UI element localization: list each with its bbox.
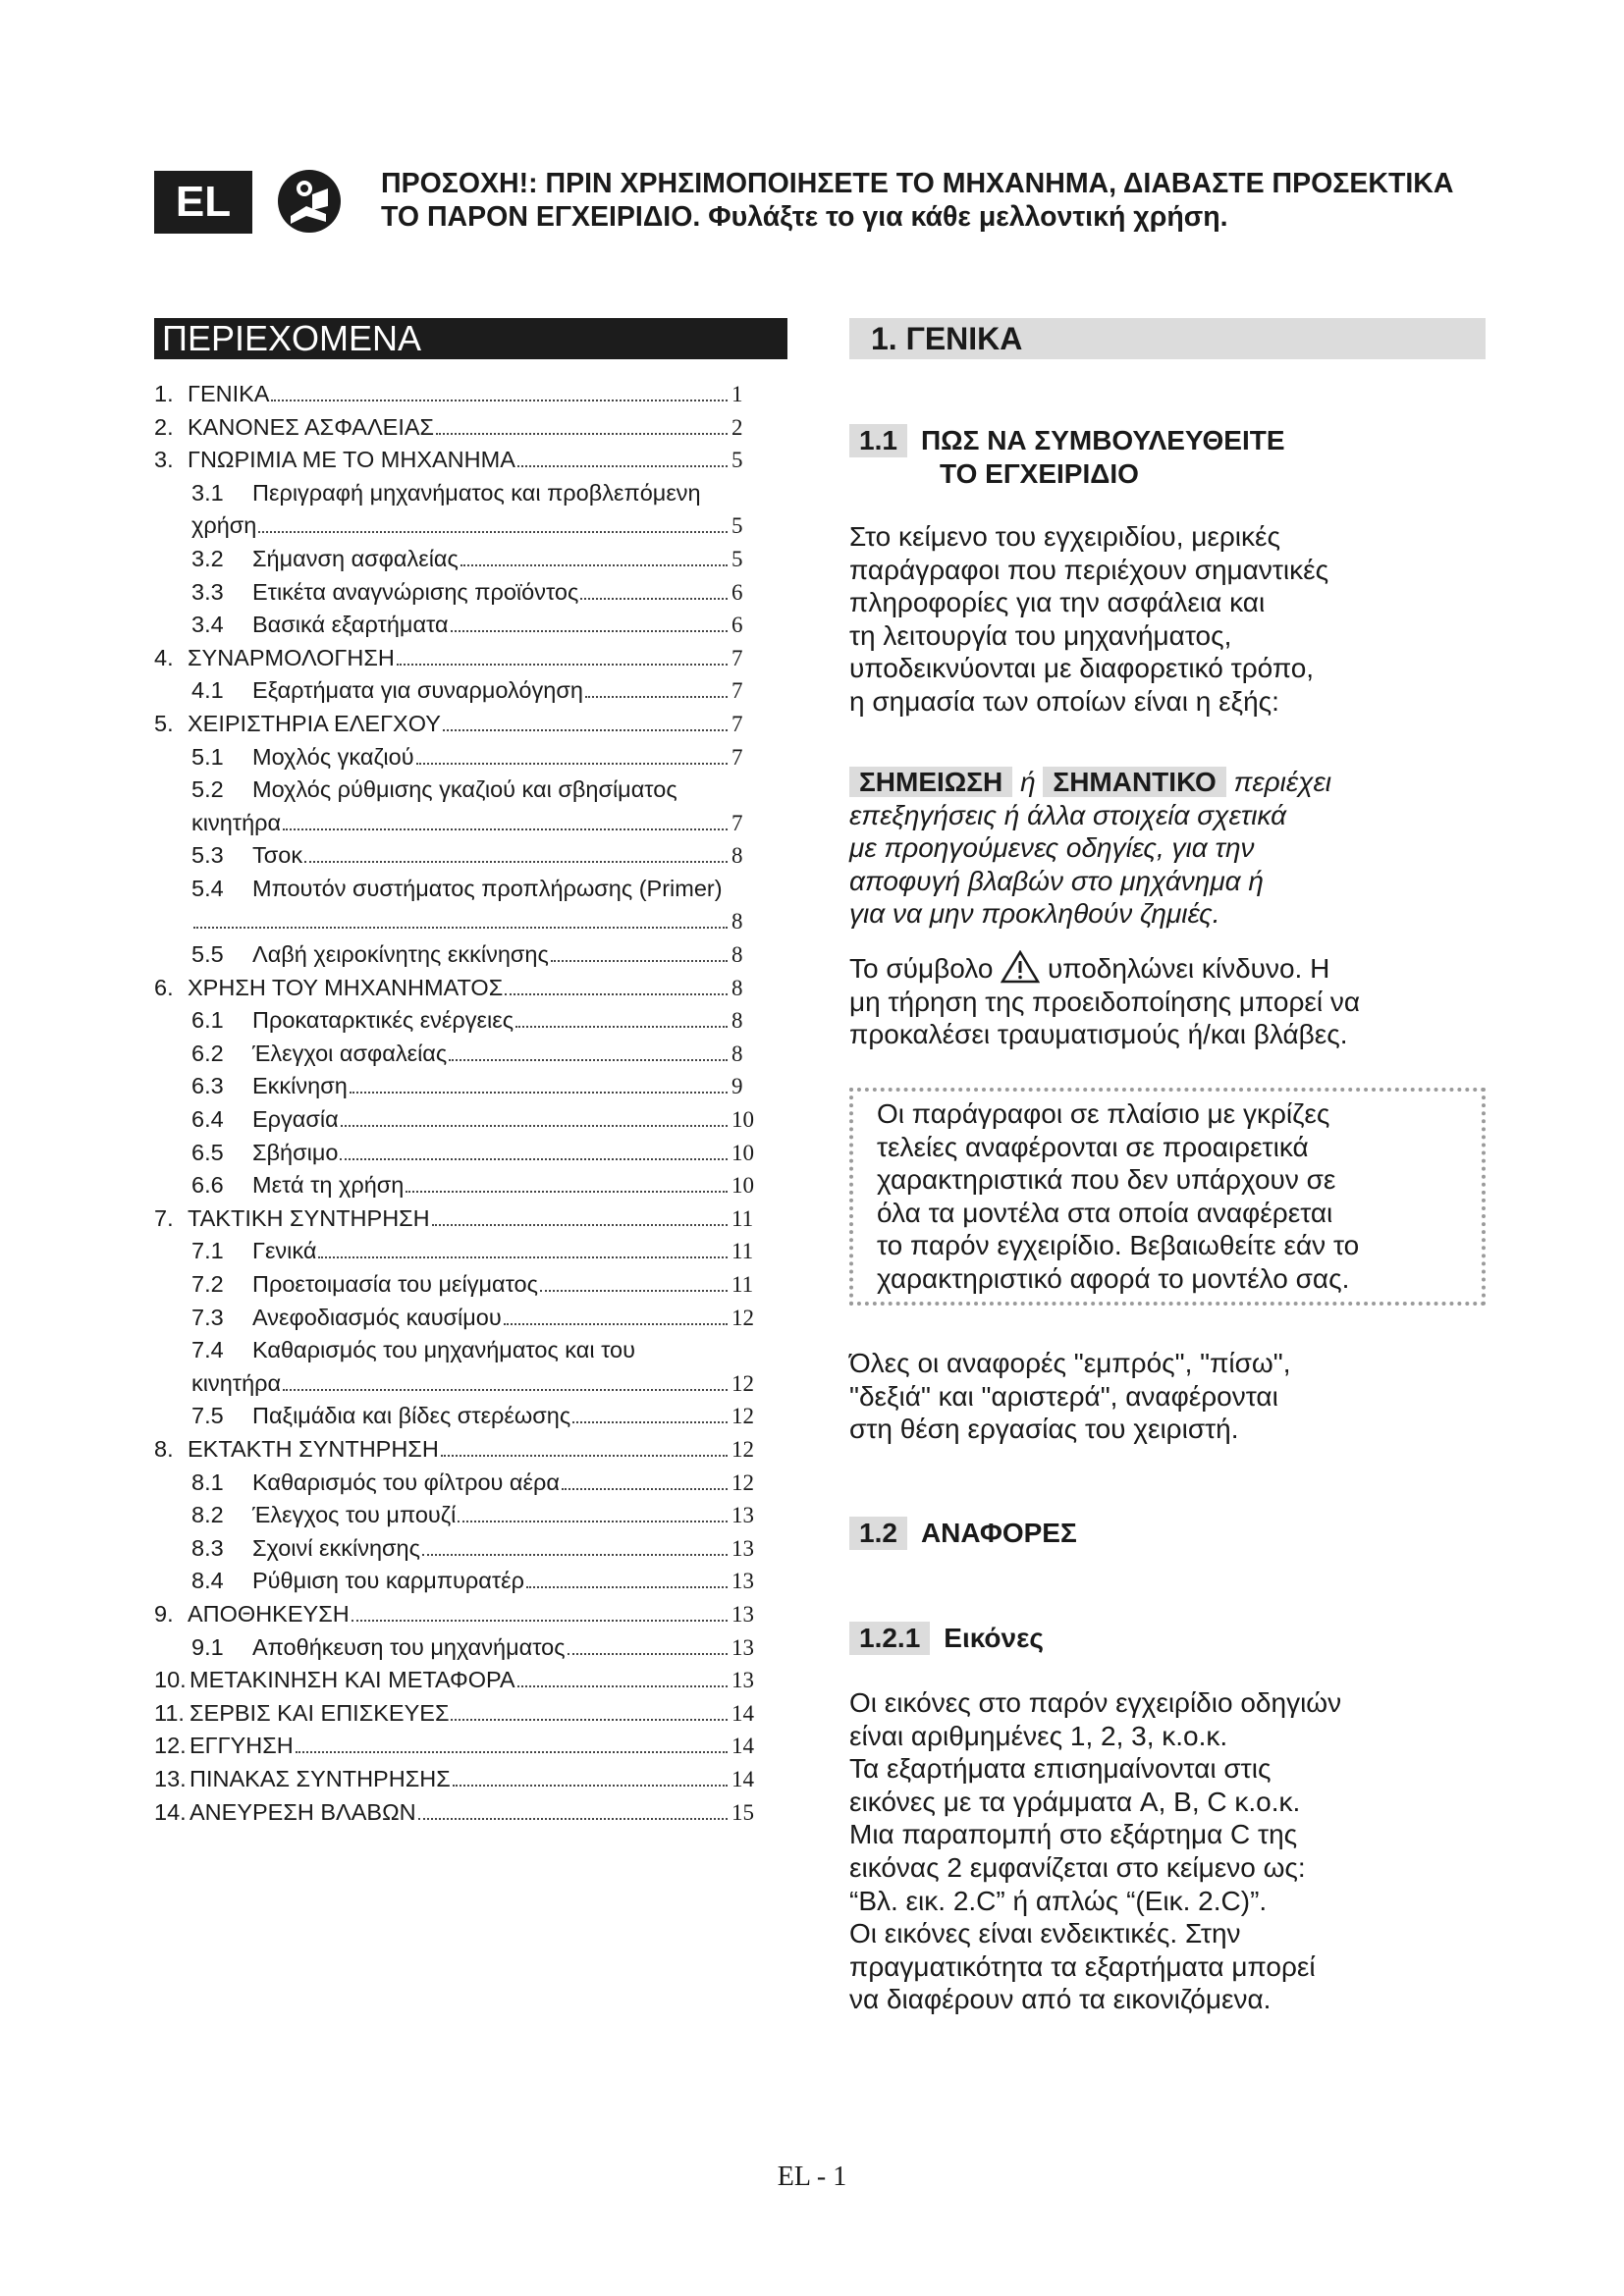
- toc-item-number: 13.: [154, 1765, 187, 1791]
- toc-item-page: 12: [731, 1437, 754, 1462]
- toc-leader-dots: [460, 564, 728, 566]
- toc-leader-dots: [585, 696, 728, 698]
- toc-item-label: ΧΡΗΣΗ ΤΟΥ ΜΗΧΑΝΗΜΑΤΟΣ: [188, 974, 504, 1000]
- toc-leader-dots: [505, 993, 728, 995]
- toc-leader-dots: [504, 1323, 728, 1325]
- toc-item-number: 6.1: [191, 1007, 224, 1034]
- toc-item-page: 6: [731, 613, 743, 638]
- toc-item-label: Μοχλός ρύθμισης γκαζιού και σβησίματος: [252, 776, 677, 803]
- toc-item[interactable]: [154, 1766, 771, 1799]
- section-1-2-1-heading: [849, 1622, 1044, 1655]
- toc-item-number: 3.2: [191, 545, 224, 571]
- toc-item-page: 11: [731, 1272, 754, 1298]
- toc-item[interactable]: [154, 1667, 771, 1700]
- toc-leader-dots: [451, 1719, 728, 1721]
- toc-item[interactable]: [154, 1535, 771, 1569]
- toc-item[interactable]: [154, 480, 771, 513]
- text-line: με προηγούμενες οδηγίες, για την: [849, 832, 1255, 864]
- toc-leader-dots: [406, 1191, 728, 1193]
- toc-leader-dots: [432, 1224, 728, 1226]
- toc-leader-dots: [551, 960, 728, 962]
- toc-item-number: 4.: [154, 644, 174, 670]
- toc-item-number: 3.1: [191, 479, 224, 506]
- toc-item-label: Μετά τη χρήση: [252, 1172, 405, 1199]
- toc-item[interactable]: [154, 1469, 771, 1503]
- toc-item[interactable]: [154, 612, 771, 645]
- text-line: τη λειτουργία του μηχανήματος,: [849, 619, 1232, 651]
- toc-item-label: Ρύθμιση του καρμπυρατέρ: [252, 1568, 524, 1594]
- toc-item-number: 8.1: [191, 1468, 224, 1495]
- warning-line-2: ΤΟ ΠΑΡΟΝ ΕΓΧΕΙΡΙΔΙΟ. Φυλάξτε το για κάθε μελλοντική χρήση.: [381, 201, 1228, 233]
- toc-item-number: 12.: [154, 1733, 187, 1759]
- toc-leader-dots: [580, 598, 728, 600]
- read-manual-icon: [277, 167, 342, 236]
- toc-item[interactable]: [154, 645, 771, 678]
- toc-item-label: ΜΕΤΑΚΙΝΗΣΗ ΚΑΙ ΜΕΤΑΦΟΡΑ: [189, 1667, 515, 1693]
- toc-item[interactable]: [154, 1205, 771, 1239]
- toc-item-label: ΧΕΙΡΙΣΤΗΡΙΑ ΕΛΕΓΧΟΥ: [188, 710, 441, 736]
- toc-item-number: 5.2: [191, 776, 224, 803]
- toc-item-label: Σήμανση ασφαλείας: [252, 545, 459, 571]
- toc-item-number: 10.: [154, 1667, 187, 1693]
- toc-item-page: 10: [731, 1140, 754, 1165]
- text-line: προκαλέσει τραυματισμούς ή/και βλάβες.: [849, 1019, 1348, 1050]
- toc-item[interactable]: [154, 1106, 771, 1140]
- toc-title: ΠΕΡΙΕΧΟΜΕΝΑ: [154, 318, 787, 359]
- section-title: Εικόνες: [944, 1623, 1044, 1653]
- toc-item-number: 4.1: [191, 677, 224, 704]
- toc-item-page: 9: [731, 1074, 743, 1099]
- toc-item-label-cont: κινητήρα: [191, 809, 282, 835]
- table-of-contents: [154, 381, 771, 1832]
- toc-item[interactable]: [154, 579, 771, 613]
- toc-item-page: 15: [731, 1799, 754, 1825]
- references-paragraph: [849, 1347, 1488, 1446]
- optional-features-box: [849, 1088, 1486, 1306]
- toc-item-page: 8: [731, 1008, 743, 1034]
- toc-item-number: 6.3: [191, 1073, 224, 1099]
- toc-leader-dots: [397, 664, 728, 666]
- toc-item-page: 12: [731, 1370, 754, 1396]
- toc-item-number: 11.: [154, 1699, 185, 1726]
- toc-item-label: Ετικέτα αναγνώρισης προϊόντος: [252, 578, 579, 605]
- toc-leader-dots: [517, 465, 728, 467]
- toc-item-label: ΕΓΓΥΗΣΗ: [189, 1733, 294, 1759]
- toc-item-label: Τσοκ: [252, 842, 303, 869]
- toc-item-label: ΤΑΚΤΙΚΗ ΣΥΝΤΗΡΗΣΗ: [188, 1204, 430, 1231]
- toc-item-number: 3.3: [191, 578, 224, 605]
- toc-item[interactable]: [154, 776, 771, 810]
- toc-item-label: Εξαρτήματα για συναρμολόγηση: [252, 677, 583, 704]
- toc-leader-dots: [352, 1620, 728, 1622]
- toc-item-number: 6.5: [191, 1139, 224, 1165]
- toc-item-label: Σβήσιμο: [252, 1139, 339, 1165]
- toc-item-number: 6.4: [191, 1106, 224, 1133]
- text-line: Στο κείμενο του εγχειριδίου, μερικές: [849, 521, 1281, 552]
- text-line: η σημασία των οποίων είναι η εξής:: [849, 685, 1279, 717]
- toc-item[interactable]: [154, 1799, 771, 1833]
- text-line: Όλες οι αναφορές "εμπρός", "πίσω",: [849, 1348, 1291, 1378]
- toc-item-label: Περιγραφή μηχανήματος και προβλεπόμενη: [252, 479, 701, 506]
- toc-item-page: 13: [731, 1634, 754, 1660]
- toc-item-label: Εκκίνηση: [252, 1073, 348, 1099]
- note-label: ΣΗΜΕΙΩΣΗ: [849, 767, 1012, 797]
- toc-item-label: Μοχλός γκαζιού: [252, 743, 414, 770]
- toc-item-label: Προετοιμασία του μείγματος: [252, 1271, 538, 1298]
- toc-item[interactable]: [154, 1733, 771, 1766]
- note-paragraph: [849, 766, 1488, 931]
- toc-item-continuation[interactable]: [154, 1370, 771, 1404]
- toc-leader-dots: [418, 1818, 728, 1820]
- toc-leader-dots: [540, 1290, 728, 1292]
- important-label: ΣΗΜΑΝΤΙΚΟ: [1043, 767, 1225, 797]
- text-line: υποδεικνύονται με διαφορετικό τρόπο,: [849, 653, 1315, 684]
- section-title: ΑΝΑΦΟΡΕΣ: [920, 1518, 1077, 1548]
- symbol-after: υποδηλώνει κίνδυνο. Η: [1047, 953, 1330, 984]
- toc-leader-dots: [318, 1256, 728, 1258]
- toc-item-label: Αποθήκευση του μηχανήματος: [252, 1633, 566, 1660]
- toc-leader-dots: [341, 1125, 728, 1127]
- safety-warning: [381, 167, 1520, 234]
- toc-item-page: 7: [731, 645, 743, 670]
- toc-item-label: Έλεγχος του μπουζί: [252, 1502, 457, 1528]
- toc-item-number: 3.4: [191, 612, 224, 638]
- toc-item[interactable]: [154, 1337, 771, 1370]
- toc-item-label: Μπουτόν συστήματος προπλήρωσης (Primer): [252, 875, 723, 901]
- toc-item-number: 7.5: [191, 1403, 224, 1429]
- text-line: Τα εξαρτήματα επισημαίνονται στις: [849, 1753, 1272, 1785]
- toc-leader-dots: [304, 861, 728, 863]
- toc-item-label: Βασικά εξαρτήματα: [252, 612, 449, 638]
- text-line: Μια παραπομπή στο εξάρτημα C της: [849, 1819, 1298, 1850]
- toc-item-page: 13: [731, 1503, 754, 1528]
- toc-item-number: 5.5: [191, 941, 224, 968]
- intro-paragraph: [849, 520, 1488, 719]
- toc-leader-dots: [436, 433, 728, 435]
- text-line: είναι αριθμημένες 1, 2, 3, κ.ο.κ.: [849, 1720, 1228, 1751]
- toc-item-page: 10: [731, 1173, 754, 1199]
- symbol-before: Το σύμβολο: [849, 953, 994, 984]
- toc-leader-dots: [526, 1586, 728, 1588]
- toc-leader-dots: [258, 531, 728, 533]
- text-line: μη τήρηση της προειδοποίησης μπορεί να: [849, 986, 1361, 1017]
- toc-leader-dots: [443, 729, 728, 731]
- text-line: τελείες αναφέρονται σε προαιρετικά: [877, 1131, 1309, 1162]
- toc-item-page: 13: [731, 1535, 754, 1561]
- toc-item-label-cont: κινητήρα: [191, 1369, 282, 1396]
- toc-leader-dots: [193, 927, 728, 929]
- toc-item-page: 13: [731, 1601, 754, 1627]
- toc-item-page: 13: [731, 1668, 754, 1693]
- text-line: Οι παράγραφοι σε πλαίσιο με γκρίζες: [877, 1098, 1330, 1129]
- toc-item-label: Προκαταρκτικές ενέργειες: [252, 1007, 514, 1034]
- section-number: 1.2: [849, 1517, 907, 1550]
- toc-item-page: 8: [731, 1041, 743, 1066]
- toc-item-number: 14.: [154, 1798, 187, 1825]
- toc-item[interactable]: [154, 1041, 771, 1074]
- toc-item-label: ΣΥΝΑΡΜΟΛΟΓΗΣΗ: [188, 644, 395, 670]
- toc-item-page: 6: [731, 579, 743, 605]
- toc-item-page: 7: [731, 744, 743, 770]
- toc-leader-dots: [350, 1092, 728, 1094]
- toc-item-page: 8: [731, 942, 743, 968]
- toc-item-label: Λαβή χειροκίνητης εκκίνησης: [252, 941, 549, 968]
- toc-item-page: 7: [731, 711, 743, 736]
- page-number: EL - 1: [777, 2162, 847, 2192]
- toc-item-number: 8.: [154, 1436, 174, 1462]
- toc-item[interactable]: [154, 1601, 771, 1634]
- toc-item-number: 8.4: [191, 1568, 224, 1594]
- toc-item[interactable]: [154, 711, 771, 744]
- toc-item-label: Σχοινί εκκίνησης: [252, 1534, 420, 1561]
- toc-item[interactable]: [154, 546, 771, 579]
- toc-item-number: 7.4: [191, 1337, 224, 1363]
- toc-item-label: Ανεφοδιασμός καυσίμου: [252, 1304, 502, 1330]
- text-line: όλα τα μοντέλα στα οποία αναφέρεται: [877, 1197, 1333, 1228]
- text-line: εικόνας 2 εμφανίζεται στο κείμενο ως:: [849, 1851, 1306, 1883]
- toc-leader-dots: [449, 1059, 728, 1061]
- text-line: Οι εικόνες στο παρόν εγχειρίδιο οδηγιών: [849, 1687, 1342, 1718]
- toc-item-number: 8.2: [191, 1502, 224, 1528]
- section-title-line2: ΤΟ ΕΓΧΕΙΡΙΔΙΟ: [940, 458, 1139, 489]
- symbol-paragraph: [849, 950, 1488, 1051]
- toc-item-label: ΓΝΩΡΙΜΙΑ ΜΕ ΤΟ ΜΗΧΑΝΗΜΑ: [188, 447, 515, 473]
- toc-item-label: ΣΕΡΒΙΣ ΚΑΙ ΕΠΙΣΚΕΥΕΣ: [189, 1699, 450, 1726]
- toc-item-label: ΑΠΟΘΗΚΕΥΣΗ: [188, 1600, 350, 1627]
- text-line: να διαφέρουν από τα εικονιζόμενα.: [849, 1984, 1272, 2015]
- toc-item-page: 12: [731, 1469, 754, 1495]
- toc-item-number: 7.: [154, 1204, 174, 1231]
- toc-leader-dots: [340, 1158, 728, 1160]
- toc-item-page: 14: [731, 1700, 754, 1726]
- toc-item[interactable]: [154, 1502, 771, 1535]
- toc-leader-dots: [453, 1785, 728, 1787]
- toc-item-number: 6.6: [191, 1172, 224, 1199]
- section-1-2-heading: [849, 1517, 1077, 1550]
- toc-item[interactable]: [154, 876, 771, 909]
- toc-item-page: 14: [731, 1766, 754, 1791]
- section-1-heading: 1. ΓΕΝΙΚΑ: [849, 318, 1486, 359]
- toc-leader-dots: [271, 400, 728, 401]
- or-word: ή: [1020, 767, 1036, 797]
- text-line: πληροφορίες για την ασφάλεια και: [849, 587, 1266, 618]
- text-line: χαρακτηριστικό αφορά το μοντέλο σας.: [877, 1262, 1350, 1294]
- warning-triangle-icon: [1001, 950, 1040, 984]
- toc-item-number: 7.2: [191, 1271, 224, 1298]
- toc-item[interactable]: [154, 1007, 771, 1041]
- toc-item-page: 8: [731, 975, 743, 1000]
- text-line: παράγραφοι που περιέχουν σημαντικές: [849, 554, 1329, 585]
- toc-item-label: Έλεγχοι ασφαλείας: [252, 1040, 448, 1066]
- toc-item-label: Καθαρισμός του μηχανήματος και του: [252, 1337, 635, 1363]
- toc-item[interactable]: [154, 447, 771, 480]
- toc-item-number: 9.: [154, 1600, 174, 1627]
- toc-item-page: 1: [731, 382, 743, 406]
- toc-leader-dots: [515, 1026, 728, 1028]
- toc-leader-dots: [458, 1521, 728, 1522]
- toc-item-number: 5.: [154, 710, 174, 736]
- toc-item-label-cont: χρήση: [191, 512, 257, 539]
- toc-item[interactable]: [154, 1140, 771, 1173]
- toc-item-page: 8: [731, 843, 743, 869]
- toc-leader-dots: [416, 763, 728, 765]
- text-line: χαρακτηριστικά που δεν υπάρχουν σε: [877, 1164, 1336, 1196]
- toc-item[interactable]: [154, 842, 771, 876]
- section-number: 1.2.1: [849, 1622, 930, 1655]
- toc-item-label: ΕΚΤΑΚΤΗ ΣΥΝΤΗΡΗΣΗ: [188, 1436, 439, 1462]
- toc-item-number: 3.: [154, 447, 174, 473]
- toc-item-label: ΑΝΕΥΡΕΣΗ ΒΛΑΒΩΝ: [189, 1798, 416, 1825]
- warning-line-1: ΠΡΟΣΟΧΗ!: ΠΡΙΝ ΧΡΗΣΙΜΟΠΟΙΗΣΕΤΕ ΤΟ ΜΗΧΑΝΗΜΑ, ΔΙΑΒΑΣΤΕ ΠΡΟΣΕΚΤΙΚΑ: [381, 168, 1454, 199]
- toc-item-page: 5: [731, 546, 743, 571]
- toc-item-number: 5.4: [191, 875, 224, 901]
- toc-leader-dots: [441, 1455, 728, 1457]
- toc-item[interactable]: [154, 975, 771, 1008]
- text-line: "δεξιά" και "αριστερά", αναφέρονται: [849, 1380, 1278, 1412]
- toc-item-continuation[interactable]: [154, 909, 771, 942]
- toc-item-number: 9.1: [191, 1633, 224, 1660]
- toc-item[interactable]: [154, 1172, 771, 1205]
- toc-leader-dots: [451, 630, 728, 632]
- text-line: πραγματικότητα τα εξαρτήματα μπορεί: [849, 1950, 1316, 1982]
- toc-item-page: 5: [731, 448, 743, 473]
- toc-item-label: Καθαρισμός του φίλτρου αέρα: [252, 1468, 560, 1495]
- toc-leader-dots: [296, 1751, 728, 1753]
- text-line: στη θέση εργασίας του χειριστή.: [849, 1414, 1239, 1445]
- toc-item[interactable]: [154, 1403, 771, 1436]
- toc-item-label: Γενικά: [252, 1238, 317, 1264]
- toc-item[interactable]: [154, 744, 771, 777]
- toc-item-page: 12: [731, 1305, 754, 1330]
- toc-item[interactable]: [154, 1305, 771, 1338]
- figures-paragraph: [849, 1686, 1488, 2016]
- toc-leader-dots: [422, 1554, 728, 1556]
- section-number: 1.1: [849, 424, 907, 457]
- toc-leader-dots: [517, 1685, 728, 1687]
- note-first-rest: περιέχει: [1233, 767, 1331, 797]
- text-line: για να μην προκληθούν ζημιές.: [849, 898, 1220, 930]
- section-title-line1: ΠΩΣ ΝΑ ΣΥΜΒΟΥΛΕΥΘΕΙΤΕ: [920, 425, 1285, 455]
- text-line: εικόνες με τα γράμματα A, B, C κ.ο.κ.: [849, 1786, 1301, 1817]
- toc-item-label: ΠΙΝΑΚΑΣ ΣΥΝΤΗΡΗΣΗΣ: [189, 1765, 451, 1791]
- toc-item-page: 2: [731, 414, 743, 440]
- toc-leader-dots: [572, 1421, 728, 1423]
- toc-item-continuation[interactable]: [154, 512, 771, 546]
- toc-item-label: Παξιμάδια και βίδες στερέωσης: [252, 1403, 571, 1429]
- toc-item-label: Εργασία: [252, 1106, 339, 1133]
- toc-item-number: 2.: [154, 413, 174, 440]
- toc-item-page: 12: [731, 1404, 754, 1429]
- toc-item-page: 11: [731, 1239, 754, 1264]
- text-line: το παρόν εγχειρίδιο. Βεβαιωθείτε εάν το: [877, 1230, 1360, 1261]
- toc-item-page: 5: [731, 513, 743, 539]
- text-line: “Βλ. εικ. 2.C” ή απλώς “(Εικ. 2.C)”.: [849, 1885, 1268, 1916]
- text-line: Οι εικόνες είναι ενδεικτικές. Στην: [849, 1918, 1241, 1949]
- toc-item-number: 6.2: [191, 1040, 224, 1066]
- toc-item-number: 5.1: [191, 743, 224, 770]
- toc-leader-dots: [283, 1389, 728, 1391]
- toc-item-continuation[interactable]: [154, 810, 771, 843]
- toc-item[interactable]: [154, 1700, 771, 1734]
- toc-item-page: 14: [731, 1734, 754, 1759]
- toc-item[interactable]: [154, 1073, 771, 1106]
- toc-item[interactable]: [154, 941, 771, 975]
- toc-item[interactable]: [154, 1436, 771, 1469]
- language-badge: EL: [154, 171, 252, 234]
- toc-leader-dots: [568, 1653, 728, 1655]
- toc-item-page: 10: [731, 1107, 754, 1133]
- toc-item[interactable]: [154, 1568, 771, 1601]
- text-line: επεξηγήσεις ή άλλα στοιχεία σχετικά: [849, 799, 1287, 830]
- toc-item[interactable]: [154, 414, 771, 448]
- toc-item-page: 11: [731, 1205, 754, 1231]
- toc-item[interactable]: [154, 381, 771, 414]
- toc-item-page: 7: [731, 678, 743, 704]
- toc-item-label: ΓΕΝΙΚΑ: [188, 381, 270, 406]
- toc-leader-dots: [283, 828, 728, 830]
- toc-leader-dots: [562, 1488, 728, 1490]
- toc-item-number: 7.3: [191, 1304, 224, 1330]
- toc-item[interactable]: [154, 1634, 771, 1668]
- section-1-1-heading: [849, 424, 1285, 491]
- toc-item[interactable]: [154, 677, 771, 711]
- text-line: αποφυγή βλαβών στο μηχάνημα ή: [849, 865, 1264, 896]
- toc-item-page: 8: [731, 908, 743, 934]
- toc-item-page: 7: [731, 810, 743, 835]
- toc-item-number: 5.3: [191, 842, 224, 869]
- toc-item-number: 8.3: [191, 1534, 224, 1561]
- toc-item-number: 7.1: [191, 1238, 224, 1264]
- toc-item-page: 13: [731, 1569, 754, 1594]
- toc-item-number: 1.: [154, 381, 174, 406]
- toc-item[interactable]: [154, 1238, 771, 1271]
- toc-item[interactable]: [154, 1271, 771, 1305]
- toc-item-label: ΚΑΝΟΝΕΣ ΑΣΦΑΛΕΙΑΣ: [188, 413, 435, 440]
- toc-item-number: 6.: [154, 974, 174, 1000]
